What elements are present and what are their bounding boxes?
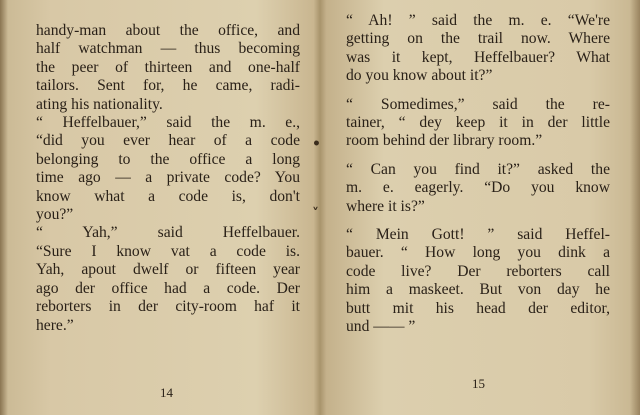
text-line: do you know about it?” [346, 67, 493, 85]
text-line: ago der office had a code. Der [36, 279, 300, 297]
text-line: here.” [36, 316, 74, 334]
text-line: code live? Der reborters call [346, 262, 610, 280]
gutter-mark-v: ˅ [312, 206, 319, 222]
text-line: “ Somedimes,” said the re- [346, 95, 610, 113]
text-line: half watchman — thus becoming [36, 40, 300, 58]
text-line: the peer of thirteen and one-half [36, 58, 300, 76]
left-page [0, 0, 318, 415]
right-page-text [346, 12, 610, 337]
text-line: reborters in der city-room haf it [36, 298, 300, 316]
text-line: ating his nationality. [36, 95, 163, 113]
text-line: “ Yah,” said Heffelbauer. [36, 224, 300, 242]
text-line: butt mit his head der editor, [346, 299, 610, 317]
text-line: room behind der library room.” [346, 132, 543, 150]
text-line: where it is?” [346, 197, 425, 215]
text-line: him a maskeet. But von day he [346, 281, 610, 299]
text-line: tailors. Sent for, he came, radi- [36, 77, 300, 95]
text-line: und —— ” [346, 318, 416, 336]
text-line: you?” [36, 206, 74, 224]
text-line: “ Heffelbauer,” said the m. e., [36, 114, 300, 132]
text-line: bauer. “ How long you dink a [346, 244, 610, 262]
text-line: time ago — a private code? You [36, 169, 300, 187]
text-line: “did you ever hear of a code [36, 132, 300, 150]
page-number-left: 14 [160, 385, 173, 400]
text-line: tainer, “ dey keep it in der little [346, 114, 610, 132]
left-page-text [36, 22, 300, 335]
text-line: Yah, apout dwelf or fifteen year [36, 261, 300, 279]
text-line: was it kept, Heffelbauer? What [346, 48, 610, 66]
text-line: know what a code is, don't [36, 187, 300, 205]
page-number-right: 15 [472, 376, 485, 391]
text-line: handy-man about the office, and [36, 22, 300, 39]
text-line: “ Can you find it?” asked the [346, 160, 610, 178]
gutter-mark-dot: • [312, 136, 321, 152]
text-line: “ Ah! ” said the m. e. “We're [346, 12, 610, 29]
text-line: belonging to the office a long [36, 150, 300, 168]
text-line: “Sure I know vat a code is. [36, 242, 300, 260]
text-line: getting on the trail now. Where [346, 30, 610, 48]
right-page [322, 0, 640, 415]
text-line: m. e. eagerly. “Do you know [346, 179, 610, 197]
text-line: “ Mein Gott! ” said Heffel- [346, 226, 610, 244]
